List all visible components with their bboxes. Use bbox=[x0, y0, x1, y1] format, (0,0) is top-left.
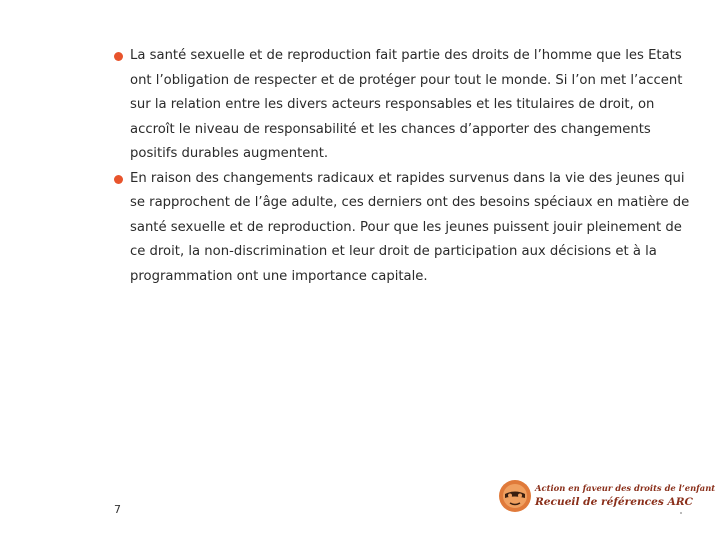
logo-line-2: Recueil de références ARC bbox=[535, 496, 693, 508]
bullet-dot-icon bbox=[114, 175, 123, 184]
arc-logo bbox=[498, 479, 716, 519]
bullet-item-2 bbox=[114, 167, 694, 290]
bullet-dot-icon bbox=[114, 52, 123, 61]
corner-mark bbox=[680, 512, 682, 514]
arc-emblem-icon bbox=[498, 479, 532, 513]
bullet-list bbox=[114, 44, 694, 289]
bullet-text-2: En raison des changements radicaux et rapides survenus dans la vie des jeunes qui se rapprochent de l’âge adulte, ces derniers ont des besoins spéciaux en matière de santé sexuelle et de reproduction. Pour que les jeunes puissent jouir pleinement de ce droit, la non-discrimination et leur droit de participation aux décisions et à la programmation ont une importance capitale. bbox=[130, 170, 690, 284]
page-number: 7 bbox=[114, 503, 121, 516]
bullet-text-1: La santé sexuelle et de reproduction fait partie des droits de l’homme que les Etats ont l’obligation de respecter et de protéger pour tout le monde. Si l’on met l’accent sur la relation entre les divers acteurs responsables et les titulaires de droit, on accroît le niveau de responsabilité et les chances d’apporter des changements positifs durables augmentent. bbox=[130, 48, 683, 161]
logo-line-1: Action en faveur des droits de l’enfant bbox=[535, 483, 716, 493]
bullet-item-1 bbox=[114, 44, 694, 167]
